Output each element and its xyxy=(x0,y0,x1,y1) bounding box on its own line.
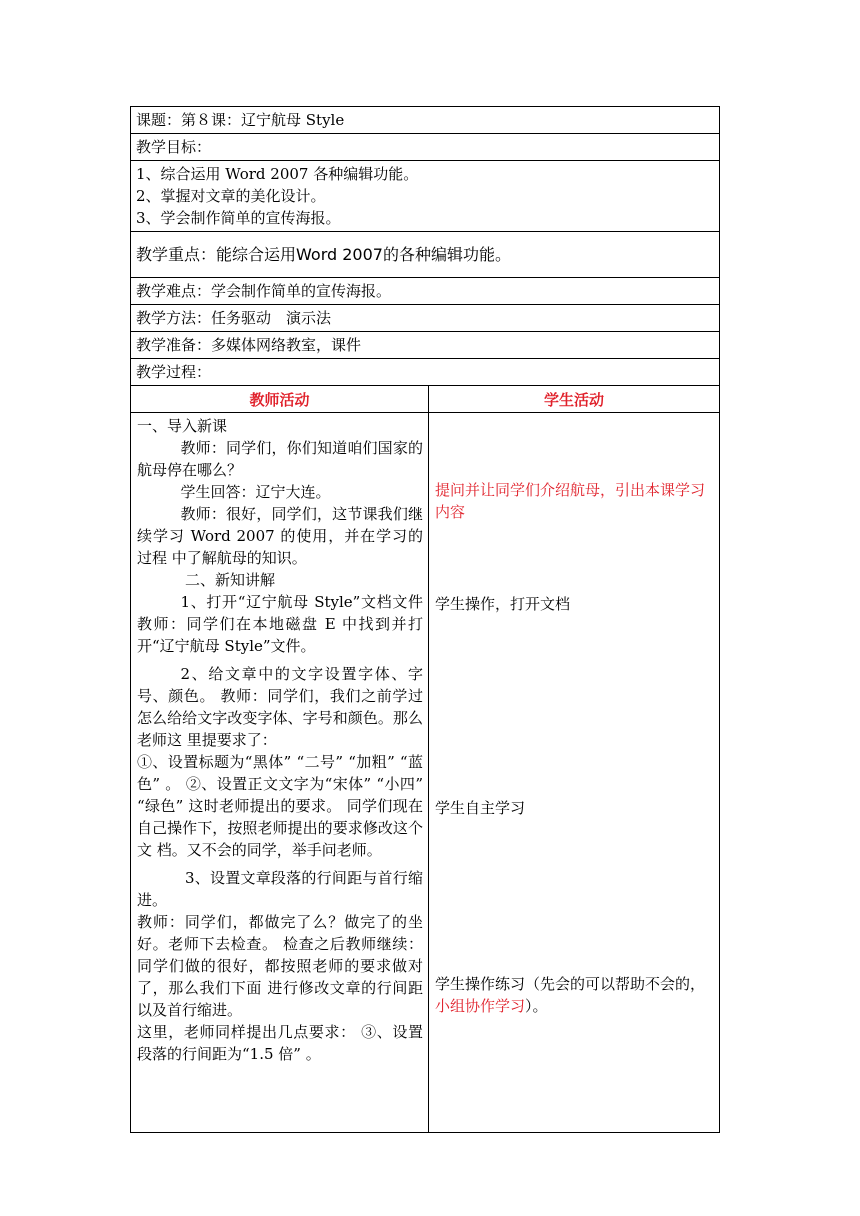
teacher-activity-cell xyxy=(131,413,429,1132)
teacher-paragraph: 教师：同学们，你们知道咱们国家的航母停在哪么？ xyxy=(137,439,423,479)
key-point: 教学重点：能综合运用 Word 2007 的各种编辑功能。 xyxy=(130,232,720,278)
teaching-method: 教学方法：任务驱动 演示法 xyxy=(130,305,720,332)
teacher-paragraph: 教师：很好，同学们，这节课我们继续学习 Word 2007 的使用，并在学习的过程 中了解航母的知识。 xyxy=(137,505,423,567)
student-note: 学生操作，打开文档 xyxy=(435,595,571,613)
teacher-activity-header: 教师活动 xyxy=(131,386,429,412)
student-activity-cell xyxy=(429,413,719,1132)
teacher-paragraph: 2、给文章中的文字设置字体、字号、颜色。 教师：同学们，我们之前学过怎么给给文字改变字体、字号和颜色。那么老师这 里提要求了： xyxy=(137,665,423,749)
teacher-paragraph: 学生回答：辽宁大连。 xyxy=(180,483,331,501)
lesson-title: 课题：第８课：辽宁航母 Style xyxy=(130,106,720,134)
teaching-prep: 教学准备：多媒体网络教室，课件 xyxy=(130,332,720,359)
teacher-paragraph: 3、设置文章段落的行间距与首行缩进。 xyxy=(137,869,423,909)
objectives-label: 教学目标： xyxy=(130,134,720,161)
difficulty: 教学难点：学会制作简单的宣传海报。 xyxy=(130,278,720,305)
section-new-knowledge: 二、新知讲解 xyxy=(185,571,276,589)
student-note: 学生操作练习（先会的可以帮助不会的，小组协作学习）。 xyxy=(435,975,706,1015)
process-label: 教学过程： xyxy=(130,359,720,386)
group-learning-highlight: 小组协作学习 xyxy=(435,997,526,1015)
objective-item: 1、综合运用 Word 2007 各种编辑功能。 xyxy=(136,165,419,183)
teacher-paragraph: 教师：同学们，都做完了么？做完了的坐好。老师下去检查。 检查之后教师继续：同学们做的很好，都按照老师的要求做对了，那么我们下面 进行修改文章的行间距以及首行缩进。 xyxy=(137,913,423,1019)
objective-item: 2、掌握对文章的美化设计。 xyxy=(136,187,326,205)
lesson-plan-table xyxy=(130,106,720,1133)
section-intro: 一、导入新课 xyxy=(137,417,228,435)
activity-header-row xyxy=(130,386,720,413)
activity-body-row xyxy=(130,413,720,1133)
student-activity-header: 学生活动 xyxy=(543,390,604,409)
objective-item: 3、学会制作简单的宣传海报。 xyxy=(136,209,341,227)
student-note: 学生自主学习 xyxy=(435,799,526,817)
teacher-paragraph: 1、打开“辽宁航母 Style”文档文件 教师：同学们在本地磁盘 E 中找到并打开“辽宁航母 Style”文件。 xyxy=(137,593,423,655)
key-point-word: Word 2007 xyxy=(296,244,383,264)
teacher-paragraph: 这里，老师同样提出几点要求： ③、设置段落的行间距为“1.5 倍” 。 xyxy=(137,1023,423,1063)
student-note: 提问并让同学们介绍航母，引出本课学习内容 xyxy=(435,481,706,521)
teacher-paragraph: ①、设置标题为“黑体” “二号” “加粗” “蓝色” 。 ②、设置正文文字为“宋体” “小四” “绿色” 这时老师提出的要求。 同学们现在自己操作下，按照老师提出的要求修改这个文 档。又不会的同学，举手问老师。 xyxy=(137,753,423,859)
objectives-list xyxy=(130,161,720,232)
